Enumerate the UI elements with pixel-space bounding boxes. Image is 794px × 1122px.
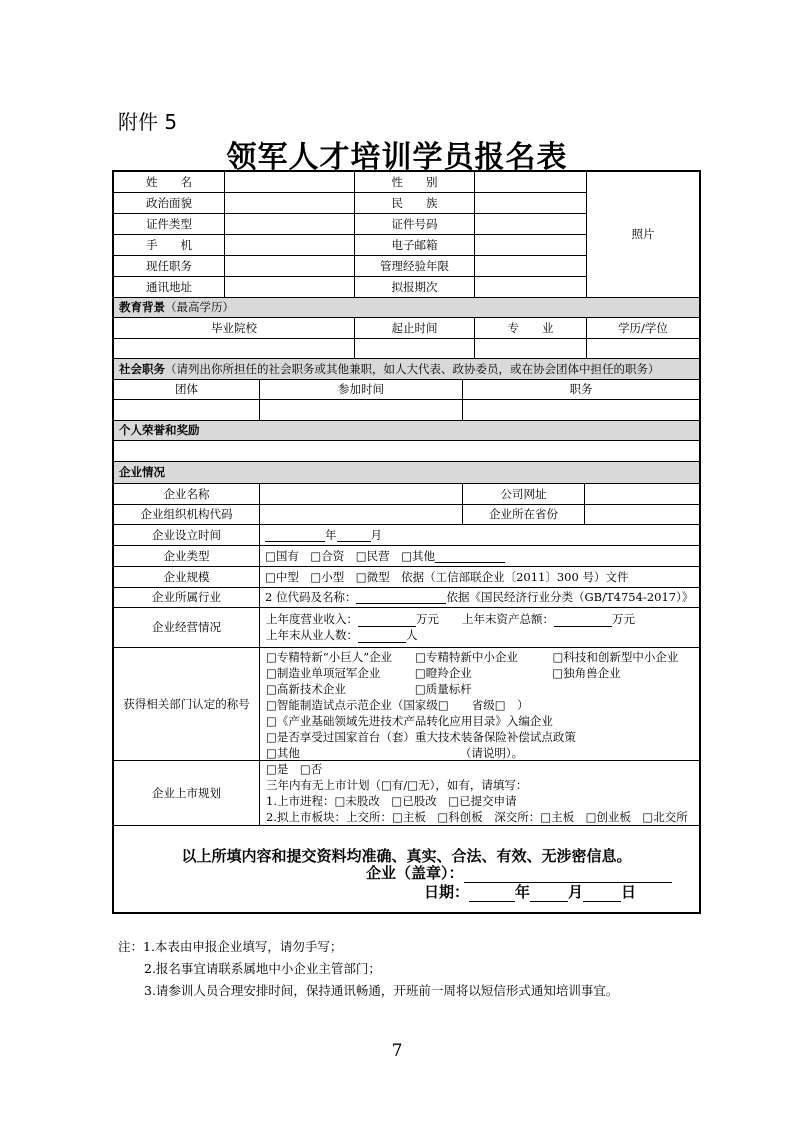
ipo-line[interactable]: 三年内有无上市计划（□有/□无），如有，请填写： bbox=[266, 778, 528, 792]
seal-label: 企业（盖章）： bbox=[366, 864, 464, 882]
label-name: 姓 名 bbox=[114, 172, 225, 193]
label-address: 通讯地址 bbox=[114, 277, 225, 298]
label-org-code: 企业组织机构代码 bbox=[114, 505, 260, 525]
ipo-line[interactable]: □是 □否 bbox=[266, 762, 323, 776]
ipo-line[interactable]: 1.上市进程：□未股改 □已股改 □已提交申请 bbox=[266, 794, 517, 808]
note-line: 3.请参训人员合理安排时间，保持通讯畅通，开班前一周将以短信形式通知培训事宜。 bbox=[144, 983, 619, 998]
industry-suffix: 依据《国民经济行业分类（GB/T4754-2017）》 bbox=[446, 590, 694, 605]
field-ethnic[interactable] bbox=[475, 193, 587, 214]
field-session[interactable] bbox=[475, 277, 587, 298]
section-education bbox=[114, 298, 699, 318]
field-id-no[interactable] bbox=[475, 214, 587, 235]
cert-line[interactable]: □专精特新“小巨人”企业 □专精特新中小企业 □科技和创新型中小企业 bbox=[266, 650, 679, 664]
ipo-line[interactable]: 2.拟上市板块：上交所：□主板 □科创板 深交所：□主板 □创业板 □北交所 bbox=[266, 810, 688, 824]
field-company-type[interactable] bbox=[260, 546, 699, 567]
ops-assets-blank[interactable] bbox=[554, 614, 612, 627]
ops-staff-unit: 人 bbox=[406, 628, 418, 642]
label-id-type: 证件类型 bbox=[114, 214, 225, 235]
edu-field-major[interactable] bbox=[475, 339, 587, 359]
social-field-time[interactable] bbox=[260, 400, 463, 421]
section-education-title: 教育背景 bbox=[119, 300, 165, 315]
photo-box[interactable]: 照片 bbox=[587, 172, 699, 298]
ops-assets-unit: 万元 bbox=[612, 612, 635, 626]
month-blank[interactable] bbox=[337, 529, 371, 542]
field-name[interactable] bbox=[225, 172, 355, 193]
cert-line[interactable]: □制造业单项冠军企业 □瞪羚企业 □独角兽企业 bbox=[266, 666, 621, 680]
label-ipo-plan: 企业上市规划 bbox=[114, 761, 260, 826]
field-website[interactable] bbox=[585, 484, 699, 505]
note-line: 2.报名事宜请联系属地中小企业主管部门； bbox=[144, 961, 381, 976]
date-month-blank[interactable] bbox=[530, 886, 568, 902]
field-setup-date[interactable] bbox=[260, 525, 699, 546]
edu-field-school[interactable] bbox=[114, 339, 355, 359]
cert-other-blank[interactable] bbox=[300, 748, 460, 761]
label-province: 企业所在省份 bbox=[463, 505, 585, 525]
field-operations[interactable] bbox=[260, 608, 699, 648]
label-operations: 企业经营情况 bbox=[114, 608, 260, 648]
edu-field-degree[interactable] bbox=[587, 339, 699, 359]
date-year: 年 bbox=[515, 883, 531, 901]
industry-blank[interactable] bbox=[356, 591, 446, 604]
notes bbox=[118, 936, 618, 1002]
label-company-name: 企业名称 bbox=[114, 484, 260, 505]
label-position: 现任职务 bbox=[114, 256, 225, 277]
date-year-blank[interactable] bbox=[469, 886, 515, 902]
cert-line[interactable]: □智能制造试点示范企业（国家级□ 省级□ ） bbox=[266, 698, 529, 712]
year-blank[interactable] bbox=[265, 529, 325, 542]
seal-row bbox=[366, 862, 672, 883]
company-type-other-blank[interactable] bbox=[435, 550, 505, 563]
form-title: 领军人才培训学员报名表 bbox=[226, 140, 568, 175]
edu-col-degree: 学历/学位 bbox=[587, 318, 699, 339]
label-industry: 企业所属行业 bbox=[114, 588, 260, 608]
edu-col-major: 专 业 bbox=[475, 318, 587, 339]
section-social bbox=[114, 359, 699, 380]
year-text: 年 bbox=[325, 527, 337, 542]
cert-line[interactable]: □《产业基础领域先进技术产品转化应用目录》入编企业 bbox=[266, 714, 553, 728]
field-industry[interactable] bbox=[260, 588, 699, 608]
field-address[interactable] bbox=[225, 277, 355, 298]
page-number: 7 bbox=[391, 1041, 403, 1061]
date-month: 月 bbox=[568, 883, 584, 901]
field-email[interactable] bbox=[475, 235, 587, 256]
ops-revenue-unit: 万元 bbox=[416, 612, 439, 626]
label-mgmt-years: 管理经验年限 bbox=[355, 256, 475, 277]
label-political: 政治面貌 bbox=[114, 193, 225, 214]
cert-line[interactable]: □高新技术企业 □质量标杆 bbox=[266, 682, 472, 696]
company-type-options[interactable]: □国有 □合资 □民营 □其他 bbox=[265, 548, 435, 563]
company-scale-options[interactable]: □中型 □小型 □微型 依据（工信部联企业〔2011〕300 号）文件 bbox=[260, 567, 699, 588]
label-company-scale: 企业规模 bbox=[114, 567, 260, 588]
label-id-no: 证件号码 bbox=[355, 214, 475, 235]
field-company-name[interactable] bbox=[260, 484, 463, 505]
social-col-group: 团体 bbox=[114, 380, 260, 400]
field-org-code[interactable] bbox=[260, 505, 463, 525]
section-social-note: （请列出你所担任的社会职务或其他兼职，如人大代表、政协委员，或在协会团体中担任的职务） bbox=[165, 361, 660, 376]
label-session: 拟报期次 bbox=[355, 277, 475, 298]
field-mgmt-years[interactable] bbox=[475, 256, 587, 277]
field-province[interactable] bbox=[585, 505, 699, 525]
date-day-blank[interactable] bbox=[583, 886, 621, 902]
date-label: 日期： bbox=[424, 883, 470, 901]
attachment-label: 附件 5 bbox=[118, 110, 178, 134]
field-gender[interactable] bbox=[475, 172, 587, 193]
social-col-role: 职务 bbox=[463, 380, 699, 400]
field-position[interactable] bbox=[225, 256, 355, 277]
declaration-statement: 以上所填内容和提交资料均准确、真实、合法、有效、无涉密信息。 bbox=[181, 847, 632, 865]
label-ethnic: 民 族 bbox=[355, 193, 475, 214]
edu-col-period: 起止时间 bbox=[355, 318, 475, 339]
social-field-group[interactable] bbox=[114, 400, 260, 421]
ops-assets-label: 上年末资产总额： bbox=[462, 612, 554, 626]
registration-form bbox=[112, 170, 701, 914]
field-ipo-plan[interactable] bbox=[260, 761, 699, 826]
label-setup-date: 企业设立时间 bbox=[114, 525, 260, 546]
field-political[interactable] bbox=[225, 193, 355, 214]
month-text: 月 bbox=[370, 527, 382, 542]
label-mobile: 手 机 bbox=[114, 235, 225, 256]
label-certifications: 获得相关部门认定的称号 bbox=[114, 648, 260, 761]
label-email: 电子邮箱 bbox=[355, 235, 475, 256]
cert-other-note: （请说明）。 bbox=[459, 746, 524, 760]
social-col-time: 参加时间 bbox=[260, 380, 463, 400]
section-social-title: 社会职务 bbox=[119, 361, 165, 376]
edu-col-school: 毕业院校 bbox=[114, 318, 355, 339]
field-id-type[interactable] bbox=[225, 214, 355, 235]
label-website: 公司网址 bbox=[463, 484, 585, 505]
field-mobile[interactable] bbox=[225, 235, 355, 256]
honors-field[interactable] bbox=[114, 441, 699, 462]
label-gender: 性 别 bbox=[355, 172, 475, 193]
date-day: 日 bbox=[621, 883, 637, 901]
date-row bbox=[424, 881, 636, 902]
ops-staff-blank[interactable] bbox=[358, 630, 406, 643]
note-line: 注：1.本表由申报企业填写，请勿手写； bbox=[118, 939, 343, 954]
section-enterprise: 企业情况 bbox=[114, 462, 699, 484]
industry-prefix: 2 位代码及名称： bbox=[265, 590, 357, 605]
ops-revenue-label: 上年度营业收入： bbox=[266, 612, 358, 626]
ops-revenue-blank[interactable] bbox=[358, 614, 416, 627]
cert-other[interactable]: □其他 bbox=[266, 746, 300, 760]
field-certifications[interactable] bbox=[260, 648, 699, 761]
section-education-note: （最高学历） bbox=[165, 300, 234, 315]
section-honors: 个人荣誉和奖励 bbox=[114, 421, 699, 441]
edu-field-period[interactable] bbox=[355, 339, 475, 359]
social-field-role[interactable] bbox=[463, 400, 699, 421]
label-company-type: 企业类型 bbox=[114, 546, 260, 567]
cert-line[interactable]: □是否享受过国家首台（套）重大技术装备保险补偿试点政策 bbox=[266, 730, 576, 744]
ops-staff-label: 上年末从业人数： bbox=[266, 628, 358, 642]
